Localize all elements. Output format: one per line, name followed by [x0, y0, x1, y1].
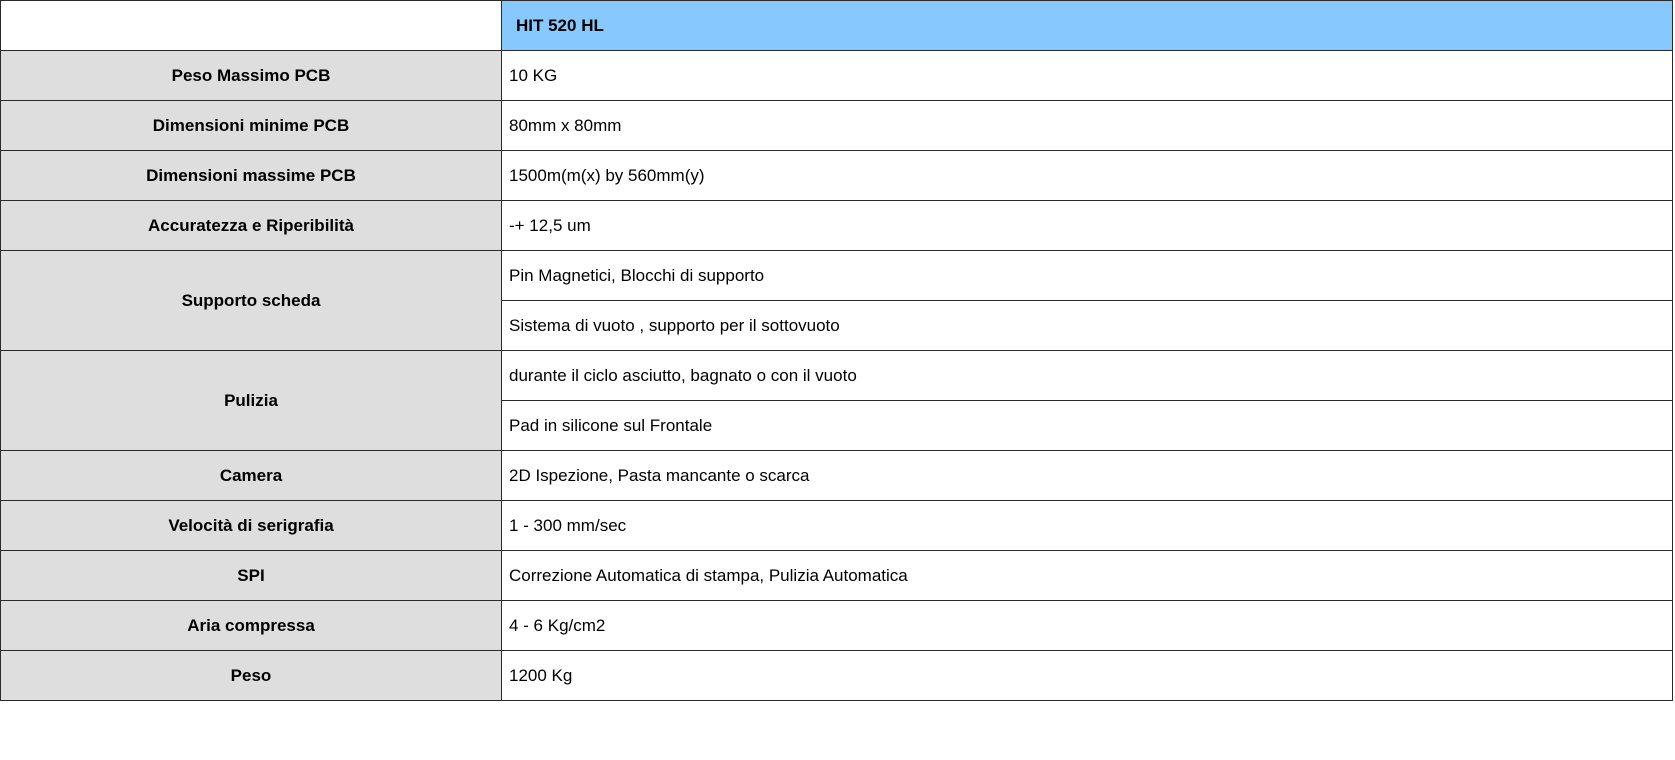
row-value: 10 KG: [502, 51, 1673, 101]
row-value: 2D Ispezione, Pasta mancante o scarca: [502, 451, 1673, 501]
row-value: Correzione Automatica di stampa, Pulizia Automatica: [502, 551, 1673, 601]
corner-cell: [1, 1, 502, 51]
row-label: Accuratezza e Riperibilità: [1, 201, 502, 251]
row-value: 80mm x 80mm: [502, 101, 1673, 151]
row-label: Aria compressa: [1, 601, 502, 651]
row-label: Dimensioni massime PCB: [1, 151, 502, 201]
row-value: 1200 Kg: [502, 651, 1673, 701]
row-label: Peso Massimo PCB: [1, 51, 502, 101]
row-label: Pulizia: [1, 351, 502, 451]
row-label: Supporto scheda: [1, 251, 502, 351]
table-row: [1, 201, 1673, 251]
table-row: [1, 51, 1673, 101]
row-label: Camera: [1, 451, 502, 501]
row-value: Pad in silicone sul Frontale: [502, 401, 1673, 451]
table-row: [1, 251, 1673, 301]
row-value: 4 - 6 Kg/cm2: [502, 601, 1673, 651]
row-value: 1500m(m(x) by 560mm(y): [502, 151, 1673, 201]
row-value: -+ 12,5 um: [502, 201, 1673, 251]
table-row: [1, 601, 1673, 651]
row-label: SPI: [1, 551, 502, 601]
table-row: [1, 501, 1673, 551]
model-header: HIT 520 HL: [502, 1, 1673, 51]
table-row: [1, 101, 1673, 151]
header-row: [1, 1, 1673, 51]
row-value: Pin Magnetici, Blocchi di supporto: [502, 251, 1673, 301]
table-row: [1, 651, 1673, 701]
row-value: Sistema di vuoto , supporto per il sottovuoto: [502, 301, 1673, 351]
row-label: Velocità di serigrafia: [1, 501, 502, 551]
table-row: [1, 151, 1673, 201]
row-label: Peso: [1, 651, 502, 701]
table-row: [1, 451, 1673, 501]
table-row: [1, 551, 1673, 601]
row-value: 1 - 300 mm/sec: [502, 501, 1673, 551]
row-label: Dimensioni minime PCB: [1, 101, 502, 151]
row-value: durante il ciclo asciutto, bagnato o con il vuoto: [502, 351, 1673, 401]
table-row: [1, 351, 1673, 401]
